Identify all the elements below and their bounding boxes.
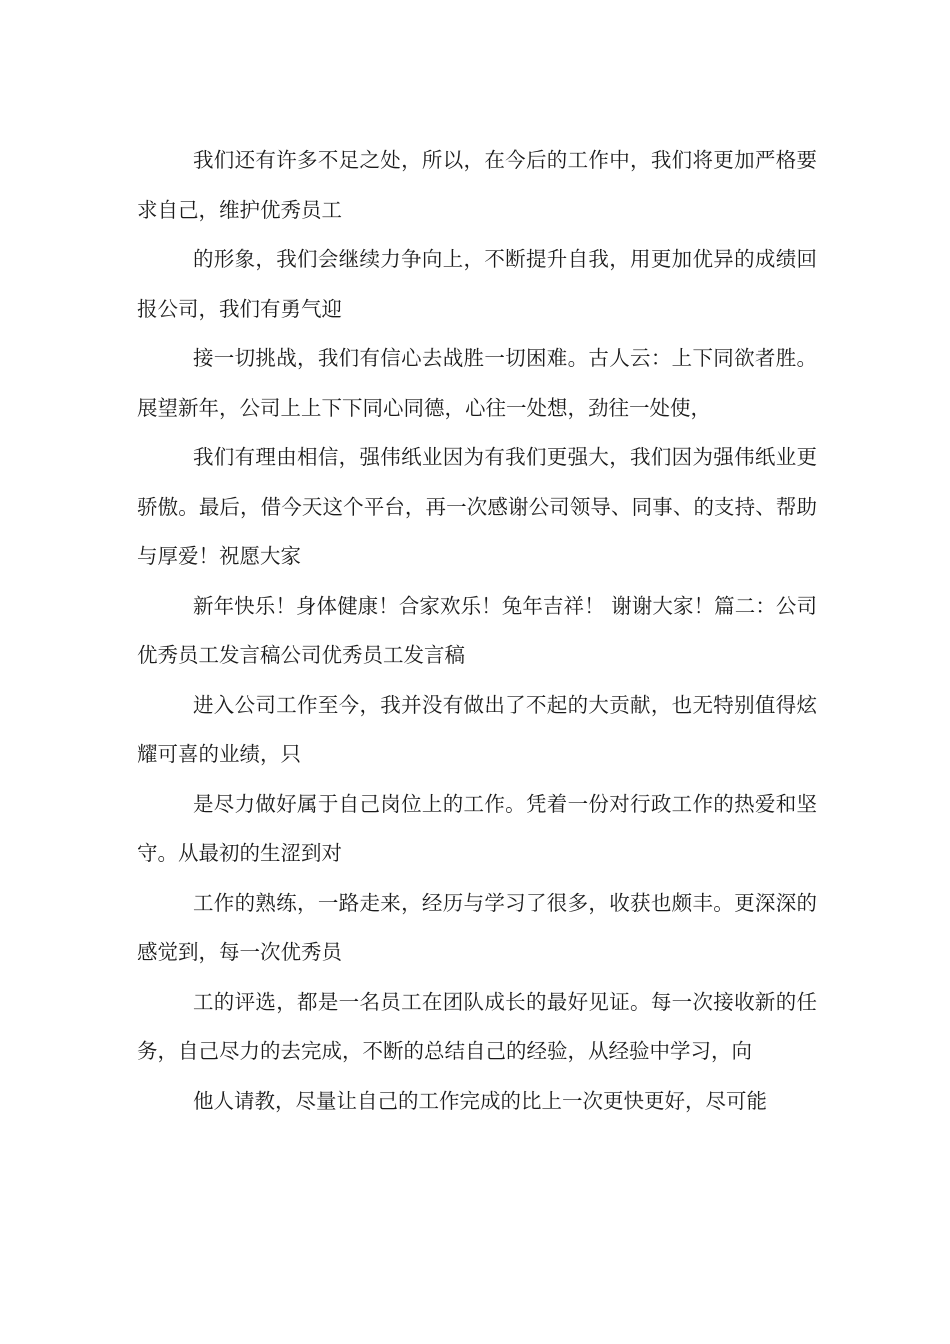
document-body <box>137 136 817 1126</box>
paragraph-1: 我们还有许多不足之处，所以，在今后的工作中，我们将更加严格要求自己，维护优秀员工 <box>137 148 817 222</box>
paragraph-2: 的形象，我们会继续力争向上，不断提升自我，用更加优异的成绩回报公司，我们有勇气迎 <box>137 247 817 321</box>
paragraph-8: 工作的熟练，一路走来，经历与学习了很多，收获也颇丰。更深深的感觉到，每一次优秀员 <box>137 890 817 964</box>
paragraph-3: 接一切挑战，我们有信心去战胜一切困难。古人云：上下同欲者胜。展望新年，公司上上下下同心同德，心往一处想，劲往一处使， <box>137 346 817 420</box>
paragraph-6: 进入公司工作至今，我并没有做出了不起的大贡献，也无特别值得炫耀可喜的业绩，只 <box>137 692 817 766</box>
paragraph-4: 我们有理由相信，强伟纸业因为有我们更强大，我们因为强伟纸业更骄傲。最后，借今天这个平台，再一次感谢公司领导、同事、的支持、帮助与厚爱！祝愿大家 <box>137 445 817 568</box>
paragraph-10: 他人请教，尽量让自己的工作完成的比上一次更快更好，尽可能 <box>193 1088 767 1113</box>
paragraph-9: 工的评选，都是一名员工在团队成长的最好见证。每一次接收新的任务，自己尽力的去完成，不断的总结自己的经验，从经验中学习，向 <box>137 989 817 1063</box>
paragraph-7: 是尽力做好属于自己岗位上的工作。凭着一份对行政工作的热爱和坚守。从最初的生涩到对 <box>137 791 817 865</box>
paragraph-5: 新年快乐！身体健康！合家欢乐！兔年吉祥！ 谢谢大家！篇二：公司优秀员工发言稿公司优秀员工发言稿 <box>137 593 817 667</box>
